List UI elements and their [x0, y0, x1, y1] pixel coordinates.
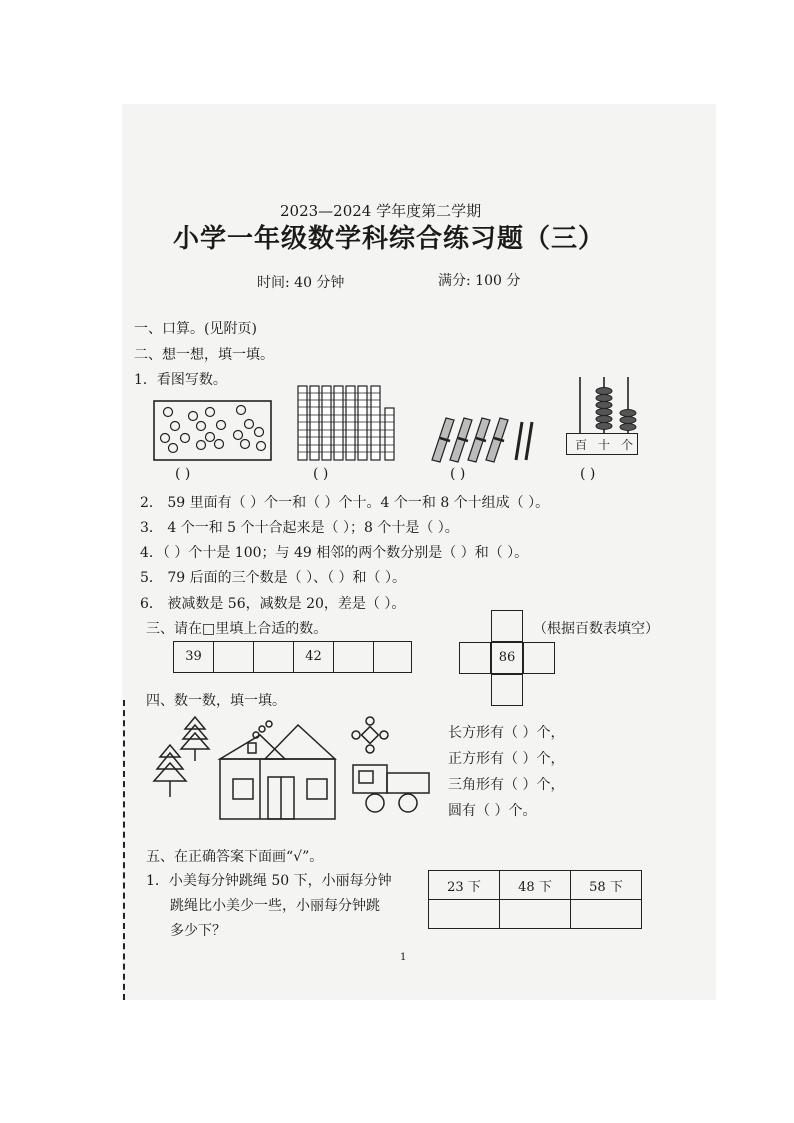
number-row-cell[interactable]	[214, 642, 254, 672]
count-triangles: 三角形有（ ）个，	[448, 777, 565, 793]
option-check-cell[interactable]	[429, 900, 500, 929]
option-label: 23 下	[429, 871, 500, 900]
ten-rods-picture	[295, 380, 405, 462]
answer-options-table	[428, 870, 642, 929]
stick-bundles-picture	[428, 412, 540, 464]
abacus-label-tens: 十	[598, 438, 611, 452]
cross-cell-top[interactable]	[491, 610, 523, 642]
abacus-label-ones: 个	[621, 438, 634, 452]
cross-cell-left[interactable]	[459, 642, 491, 674]
circles-picture	[153, 400, 273, 462]
section-3-note: （根据百数表填空）	[533, 621, 659, 637]
abacus-label-hundreds: 百	[575, 438, 588, 452]
question-5-1-line-1: 1．小美每分钟跳绳 50 下，小丽每分钟	[146, 873, 392, 889]
number-row-cell[interactable]: 42	[294, 642, 334, 672]
cross-cell-right[interactable]	[523, 642, 555, 674]
question-2-5: 5． 79 后面的三个数是（ ）、（ ）和（ ）。	[140, 570, 406, 586]
cross-cell-center: 86	[491, 642, 523, 674]
count-rectangles: 长方形有（ ）个，	[448, 725, 565, 741]
answer-blank-abacus[interactable]: ( )	[580, 466, 596, 482]
number-row-cell[interactable]	[374, 642, 411, 672]
answer-blank-rods[interactable]: ( )	[313, 466, 329, 482]
count-circles: 圆有（ ）个。	[448, 803, 537, 819]
option-label: 58 下	[571, 871, 642, 900]
question-5-1-line-3: 多少下？	[170, 923, 226, 939]
question-2-3: 3． 4 个一和 5 个十合起来是（ ）；8 个十是（ ）。	[140, 520, 459, 536]
number-row-cell[interactable]: 39	[174, 642, 214, 672]
number-row-cell[interactable]	[254, 642, 294, 672]
shapes-picture	[150, 715, 440, 825]
option-check-cell[interactable]	[500, 900, 571, 929]
page-title: 小学一年级数学科综合练习题（三）	[173, 224, 606, 254]
cross-cell-bottom[interactable]	[491, 674, 523, 706]
school-year-line: 2023—2024 学年度第二学期	[280, 202, 482, 220]
abacus-base	[566, 433, 638, 455]
question-2-6: 6． 被减数是 56，减数是 20，差是（ ）。	[140, 596, 406, 612]
answer-blank-circles[interactable]: ( )	[175, 466, 191, 482]
count-squares: 正方形有（ ）个，	[448, 751, 565, 767]
section-5-heading: 五、在正确答案下面画“√”。	[146, 849, 324, 865]
number-row-cell[interactable]	[334, 642, 374, 672]
exam-time: 时间: 40 分钟	[257, 275, 345, 291]
abacus-picture	[565, 375, 645, 433]
section-4-heading: 四、数一数，填一填。	[146, 693, 286, 709]
number-row	[173, 641, 412, 673]
binding-cut-line	[123, 700, 125, 1000]
option-check-cell[interactable]	[571, 900, 642, 929]
full-score: 满分: 100 分	[438, 273, 521, 289]
question-2-2: 2． 59 里面有（ ）个一和（ ）个十。4 个一和 8 个十组成（ ）。	[140, 495, 550, 511]
section-2-heading: 二、想一想，填一填。	[134, 347, 274, 363]
question-2-4: 4．（ ）个十是 100；与 49 相邻的两个数分别是（ ）和（ ）。	[140, 545, 529, 561]
page-number: 1	[400, 952, 407, 963]
section-1-heading: 一、口算。(见附页)	[134, 321, 257, 337]
option-label: 48 下	[500, 871, 571, 900]
answer-blank-bundles[interactable]: ( )	[450, 466, 466, 482]
section-3-heading: 三、请在□里填上合适的数。	[146, 621, 328, 637]
question-5-1-line-2: 跳绳比小美少一些，小丽每分钟跳	[170, 898, 380, 914]
question-2-1: 1．看图写数。	[134, 372, 227, 388]
